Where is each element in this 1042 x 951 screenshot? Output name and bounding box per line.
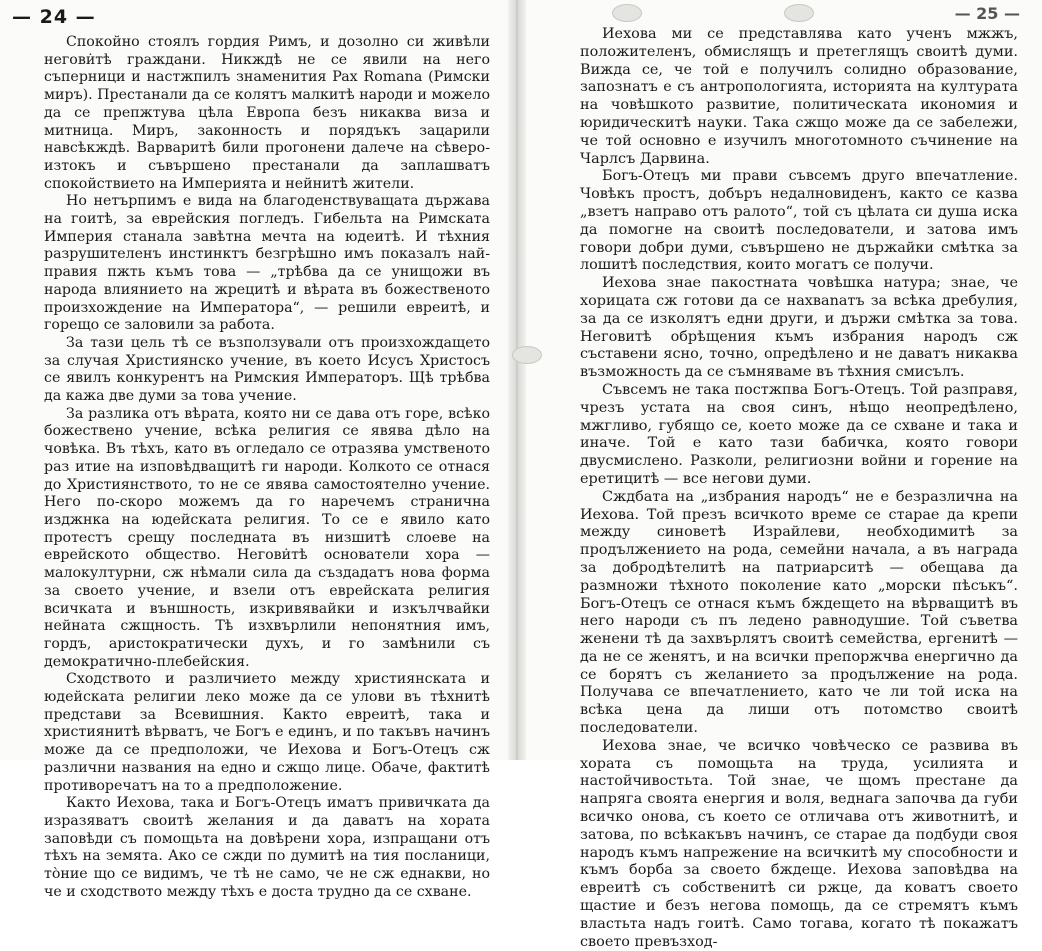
paragraph: Спокойно стоялъ гордия Римъ, и дозолно си живѣли негови̇тѣ граждани. Никждѣ не се явили на него съперници и настжпилъ знаменития Pax Romana (Римски миръ). Престанали да се колятъ малкитѣ народи и можело да се препжтува цѣла Европа безъ никаква виза и митница. Миръ, законность и порядъкъ зацарили навсѣкждѣ. Варваритѣ били прогонени далече на сѣверо-изтокъ и съвършено престанали да заплашватъ спокойствието на Империята и нейнитѣ жители. xyxy=(44,34,490,192)
paragraph: За тази цель тѣ се възползували отъ произхождащето за случая Християнско учение, въ което Исусъ Христосъ се явилъ конкурентъ на Римския Императоръ. Щѣ трѣбва да кажа две думи за това учение. xyxy=(44,334,490,405)
right-page xyxy=(522,0,1042,950)
paragraph: Съвсемъ не така постжпва Богъ-Отецъ. Той разправя, чрезъ устата на своя синъ, нѣщо неопредѣлено, мжгливо, губящо се, което може да се схване и така и иначе. Той е като тази бабичка, която говори двусмислено. Разколи, религиозни войни и горение на еретицитѣ — все негови думи. xyxy=(580,381,1018,487)
paragraph: Иехова знае пакостната човѣшка натура; знае, че хорицата сж готови да се нахвanатъ за всѣка дребулия, за да се изколятъ едни други, и държи смѣтка за това. Неговитѣ обрѣщения къмъ избрания народъ сж съставени ясно, точно, опредѣлено и не даватъ никаква възможность да се съмняваме въ тѣхния смисълъ. xyxy=(580,275,1018,381)
paragraph: Сждбата на „избрания народъ“ не е безразлична на Иехова. Той презъ всичкото време се старае да крепи между синоветѣ Израйлеви, необходимитѣ за продължението на рода, семейни начала, а въ награда за добродѣтелитѣ на патриарситѣ — обещава да размножи тѣхното поколение като „морски пѣсъкъ“. Богъ-Отецъ се отнася къмъ бждещето на вѣрващитѣ въ него народи съ пъ ледено равнодушие. Той съветва женени тѣ да захвърлятъ своитѣ семейства, ергенитѣ — да не се женятъ, и на всички препоржчва енергично да се борятъ съ желанието за продължение на рода. Получава се впечатлението, като че ли той иска на всѣка цена да лиши отъ потомство своитѣ последователи. xyxy=(580,488,1018,737)
page-text xyxy=(580,26,1018,951)
paragraph: Иехова ми се представлява като ученъ мжжъ, положителенъ, обмислящъ и претеглящъ своитѣ думи. Вижда се, че той е получилъ солидно образование, запознатъ е съ антропологията, историята на културата на човѣшкото развитие, политическата икономия и юридическитѣ науки. Така сжщо може да се забележи, че той основно е изучилъ многотомното съчинение на Чарлсъ Дарвина. xyxy=(580,26,1018,167)
paragraph: Както Иехова, така и Богъ-Отецъ иматъ привичката да изразяватъ своитѣ желания и да даватъ на хората заповѣди съ помощьта на довѣрени хора, изпращани отъ тѣхъ на земята. Ако се сжди по думитѣ на тия посланици, то̀ние що се видимъ, че тѣ не само, че не сж еднакви, но че и сходството между тѣхъ е доста трудно да се схване. xyxy=(44,795,490,900)
paragraph: Сходството и различието между християнската и юдейската религии леко може да се улови въ тѣхнитѣ представи за Всевишния. Както евреитѣ, така и християнитѣ вѣрватъ, че Богъ е единъ, и по такъвъ начинъ може да се предположи, че Иехова и Богъ-Отецъ сж различни названия на едно и сжщо лице. Обаче, фактитѣ противоречатъ на то а предположение. xyxy=(44,671,490,794)
paragraph: За разлика отъ вѣрата, която ни се дава отъ горе, всѣко божествено учение, всѣка религия се явява дѣло на човѣка. Въ тѣхъ, като въ огледало се отразява умственото раз итие на изповѣдващитѣ ги народи. Колкото се отнася до Християнството, то не се явява самостоятелно учение. Него по-скоро можемъ да го наречемъ странична изджнка на юдейската религия. То се е явило като протестъ срещу последната въ низшитѣ слоеве на еврейското общество. Негови̇тѣ основатели хора — малокултурни, сж нѣмали сила да създадатъ нова форма за своето учение, и взели отъ еврейската религия всичката и външность, изкривявайки и изкълчвайки нейната сжщность. Тѣ изхвърлили непонятния имъ, гордъ, аристократически духъ, и го замѣнили съ демократично-плебейския. xyxy=(44,405,490,670)
paragraph: Но нетърпимъ е вида на благоденствуващата държава на гоитѣ, за еврейския погледъ. Гибельта на Римската Империя станала завѣтна мечта на юдеитѣ. И тѣхния разрушителенъ инстинктъ безгрѣшно имъ показалъ най-правия пжть къмъ това — „трѣбва да се унищожи въ народа влиянието на жрецитѣ и вѣрата въ божественото произхождение на Императора“, — решили евреитѣ, и горещо се заловили за работа. xyxy=(44,193,490,334)
left-page xyxy=(0,0,512,900)
page-number: — 24 — xyxy=(12,6,96,28)
page-number: — 25 — xyxy=(954,4,1020,23)
paragraph: Богъ-Отецъ ми прави съвсемъ друго впечатление. Човѣкъ простъ, добъръ недалновиденъ, както се казва „взетъ направо отъ ралото“, той съ цѣлата си душа иска да помогне на своитѣ последователи, и затова имъ говори добри думи, съвършено не държайки смѣтка за лошитѣ последствия, които могатъ се получи. xyxy=(580,168,1018,274)
paragraph: Иехова знае, че всичко човѣческо се развива въ хората съ помощьта на труда, усилията и настойчивостьта. Той знае, че щомъ престане да напряга своята енергия и воля, веднага започва да губи всичко онова, съ което се отличава отъ животнитѣ, и затова, по всѣкакъвъ начинъ, се старае да подбуди своя народъ къмъ напрежение на всичкитѣ му способности и къмъ борба за своето бждеще. Иехова заповѣдва на евреитѣ съ собственитѣ си ржце, да коватъ своето щастие и безъ негова помощь, да се стремятъ къмъ властьта надъ гоитѣ. Само тогава, когато тѣ покажатъ своето превъзход- xyxy=(580,737,1018,950)
page-text xyxy=(44,34,490,901)
